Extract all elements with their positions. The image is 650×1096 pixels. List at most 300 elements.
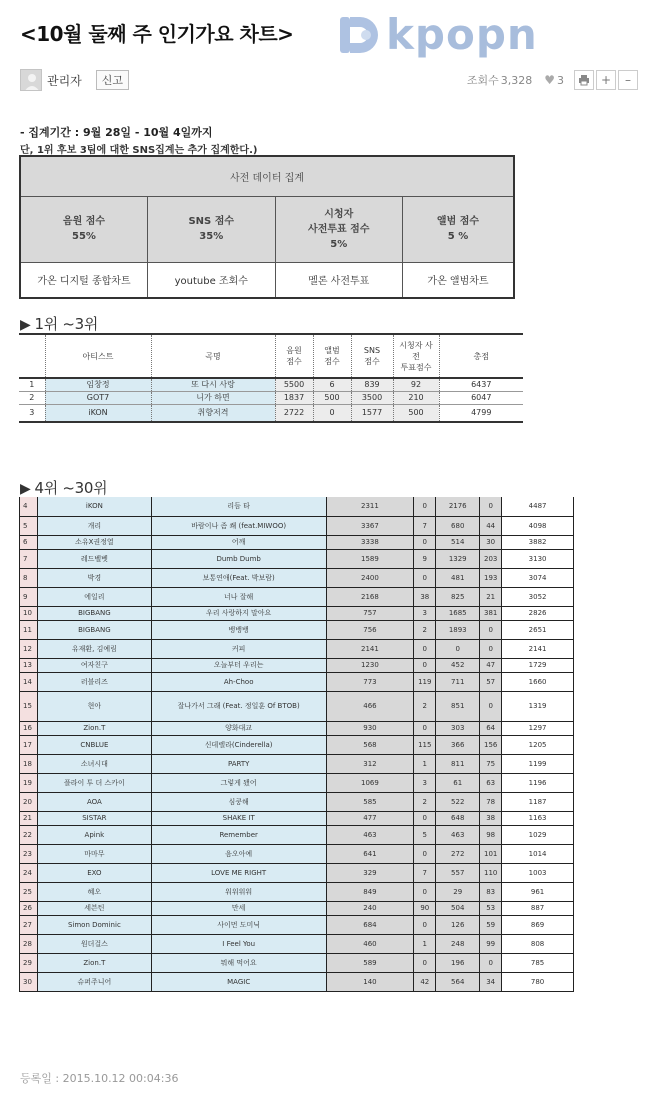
table-cell: 0 bbox=[414, 844, 436, 863]
table-cell: 522 bbox=[436, 792, 480, 811]
column-header: 앨범 점수 bbox=[313, 334, 351, 378]
table-cell: 소유X권정열 bbox=[37, 535, 151, 549]
table-cell: 23 bbox=[20, 844, 38, 863]
table-row bbox=[20, 721, 574, 735]
table-cell: 7 bbox=[414, 863, 436, 882]
table-cell: 3 bbox=[414, 606, 436, 620]
table-cell: 92 bbox=[393, 378, 439, 391]
table-cell: 101 bbox=[480, 844, 502, 863]
table-cell: 15 bbox=[20, 691, 38, 721]
table-cell: 57 bbox=[480, 672, 502, 691]
table-cell: 887 bbox=[502, 901, 574, 915]
table-cell: 312 bbox=[326, 754, 414, 773]
table-cell: Dumb Dumb bbox=[151, 549, 326, 568]
table-cell: 849 bbox=[326, 882, 414, 901]
table-cell: 1014 bbox=[502, 844, 574, 863]
table-cell: 0 bbox=[414, 658, 436, 672]
table-cell: 3338 bbox=[326, 535, 414, 549]
table-cell: 1329 bbox=[436, 549, 480, 568]
table-cell: Simon Dominic bbox=[37, 915, 151, 934]
table-cell: 1187 bbox=[502, 792, 574, 811]
column-header: 시청자 사전 투표점수 bbox=[393, 334, 439, 378]
table-cell: 83 bbox=[480, 882, 502, 901]
table-cell: EXO bbox=[37, 863, 151, 882]
table-cell: 4487 bbox=[502, 497, 574, 516]
table-cell: 레드벨벳 bbox=[37, 549, 151, 568]
table-cell: 466 bbox=[326, 691, 414, 721]
table-cell: 0 bbox=[480, 639, 502, 658]
table-cell: 0 bbox=[414, 811, 436, 825]
table-cell: 3130 bbox=[502, 549, 574, 568]
table-cell: 21 bbox=[480, 587, 502, 606]
table-cell: 5 bbox=[414, 825, 436, 844]
table-cell: 27 bbox=[20, 915, 38, 934]
table-row bbox=[20, 735, 574, 754]
table-row bbox=[20, 811, 574, 825]
table-cell: 119 bbox=[414, 672, 436, 691]
table-cell: 슈퍼주니어 bbox=[37, 972, 151, 991]
table-cell: 너나 잘해 bbox=[151, 587, 326, 606]
column-header: 곡명 bbox=[151, 334, 275, 378]
table-cell: 22 bbox=[20, 825, 38, 844]
table-row bbox=[20, 639, 574, 658]
table-cell: 유재환, 김예림 bbox=[37, 639, 151, 658]
table-cell: 780 bbox=[502, 972, 574, 991]
table-cell: 1319 bbox=[502, 691, 574, 721]
table-cell: 30 bbox=[480, 535, 502, 549]
table-cell: MAGIC bbox=[151, 972, 326, 991]
table-cell: 156 bbox=[480, 735, 502, 754]
table-cell: 463 bbox=[326, 825, 414, 844]
avatar[interactable] bbox=[20, 69, 42, 91]
table-cell: 785 bbox=[502, 953, 574, 972]
table-cell: 0 bbox=[414, 953, 436, 972]
table-cell: 세븐틴 bbox=[37, 901, 151, 915]
table-cell: 366 bbox=[436, 735, 480, 754]
table-cell: 0 bbox=[313, 404, 351, 422]
table-cell: 우리 사랑하지 말아요 bbox=[151, 606, 326, 620]
table-cell: AOA bbox=[37, 792, 151, 811]
section-heading-top3: ▶ 1위 ~3위 bbox=[20, 315, 99, 333]
rank-table bbox=[19, 497, 574, 992]
table-cell: 워워워워 bbox=[151, 882, 326, 901]
table-cell: 115 bbox=[414, 735, 436, 754]
table-cell: 1660 bbox=[502, 672, 574, 691]
table-cell: 2168 bbox=[326, 587, 414, 606]
table-cell: 711 bbox=[436, 672, 480, 691]
table-cell: 193 bbox=[480, 568, 502, 587]
table-cell: 1196 bbox=[502, 773, 574, 792]
table-cell: 3500 bbox=[351, 391, 393, 404]
table-cell: 30 bbox=[20, 972, 38, 991]
table-cell: 7 bbox=[414, 516, 436, 535]
table-cell: 930 bbox=[326, 721, 414, 735]
table-cell: 44 bbox=[480, 516, 502, 535]
table-cell: 1297 bbox=[502, 721, 574, 735]
table-cell: 1205 bbox=[502, 735, 574, 754]
table-cell: BIGBANG bbox=[37, 606, 151, 620]
table-cell: 3074 bbox=[502, 568, 574, 587]
likes-count: 3 bbox=[557, 73, 564, 87]
site-logo[interactable] bbox=[336, 10, 538, 59]
table-cell: LOVE ME RIGHT bbox=[151, 863, 326, 882]
table-cell: 0 bbox=[414, 721, 436, 735]
table-cell: 99 bbox=[480, 934, 502, 953]
table-cell: 2311 bbox=[326, 497, 414, 516]
table-cell: 2651 bbox=[502, 620, 574, 639]
table-cell: 1837 bbox=[275, 391, 313, 404]
table-cell: 13 bbox=[20, 658, 38, 672]
table-cell: GOT7 bbox=[45, 391, 151, 404]
table-cell: 481 bbox=[436, 568, 480, 587]
table-cell: 신데렐라(Cinderella) bbox=[151, 735, 326, 754]
table-cell: 11 bbox=[20, 620, 38, 639]
table-cell: Ah-Choo bbox=[151, 672, 326, 691]
table-row bbox=[20, 568, 574, 587]
table-cell: 839 bbox=[351, 378, 393, 391]
table-cell: 514 bbox=[436, 535, 480, 549]
column-header bbox=[19, 334, 45, 378]
table-cell: 에일리 bbox=[37, 587, 151, 606]
table-cell: 7 bbox=[20, 549, 38, 568]
table-cell: iKON bbox=[45, 404, 151, 422]
table-cell: 641 bbox=[326, 844, 414, 863]
table-row bbox=[20, 825, 574, 844]
report-button[interactable]: 신고 bbox=[96, 70, 129, 90]
aggregation-note: 단, 1위 후보 3팀에 대한 SNS집계는 추가 집계한다.) bbox=[20, 145, 258, 156]
prelim-table-header: 사전 데이터 집계 bbox=[20, 156, 514, 196]
table-cell: 1589 bbox=[326, 549, 414, 568]
table-cell: 임창정 bbox=[45, 378, 151, 391]
score-weight-cell: 앨범 점수 5 % bbox=[402, 196, 514, 262]
table-cell: 6437 bbox=[439, 378, 523, 391]
table-cell: 460 bbox=[326, 934, 414, 953]
table-row bbox=[20, 953, 574, 972]
column-header: 총점 bbox=[439, 334, 523, 378]
table-cell: 혜오 bbox=[37, 882, 151, 901]
print-icon[interactable] bbox=[574, 70, 594, 90]
table-cell: 17 bbox=[20, 735, 38, 754]
aggregation-period: - 집계기간 : 9월 28일 - 10월 4일까지 bbox=[20, 126, 213, 139]
table-cell: 2400 bbox=[326, 568, 414, 587]
table-cell: 329 bbox=[326, 863, 414, 882]
table-cell: 381 bbox=[480, 606, 502, 620]
table-cell: 38 bbox=[480, 811, 502, 825]
table-cell: 1 bbox=[414, 754, 436, 773]
table-cell: 6047 bbox=[439, 391, 523, 404]
table-cell: I Feel You bbox=[151, 934, 326, 953]
table-cell: 25 bbox=[20, 882, 38, 901]
table-row bbox=[19, 404, 523, 422]
table-cell: 648 bbox=[436, 811, 480, 825]
table-cell: 500 bbox=[393, 404, 439, 422]
table-cell: 564 bbox=[436, 972, 480, 991]
score-source-cell: youtube 조회수 bbox=[147, 262, 275, 298]
table-row bbox=[20, 516, 574, 535]
table-cell: 1029 bbox=[502, 825, 574, 844]
table-cell: 90 bbox=[414, 901, 436, 915]
table-row bbox=[20, 844, 574, 863]
table-cell: Remember bbox=[151, 825, 326, 844]
table-cell: 3367 bbox=[326, 516, 414, 535]
table-cell: 그렇게 됐어 bbox=[151, 773, 326, 792]
table-cell: 6 bbox=[313, 378, 351, 391]
table-cell: BIGBANG bbox=[37, 620, 151, 639]
table-cell: 1 bbox=[414, 934, 436, 953]
table-cell: 4 bbox=[20, 497, 38, 516]
table-cell: 63 bbox=[480, 773, 502, 792]
table-cell: 75 bbox=[480, 754, 502, 773]
table-cell: 소녀시대 bbox=[37, 754, 151, 773]
table-cell: 78 bbox=[480, 792, 502, 811]
table-cell: 2722 bbox=[275, 404, 313, 422]
table-cell: 10 bbox=[20, 606, 38, 620]
views-count: 3,328 bbox=[500, 73, 533, 87]
views-label: 조회수 bbox=[466, 74, 499, 87]
table-cell: 19 bbox=[20, 773, 38, 792]
table-cell: 825 bbox=[436, 587, 480, 606]
table-cell: 53 bbox=[480, 901, 502, 915]
table-cell: 210 bbox=[393, 391, 439, 404]
table-row bbox=[20, 658, 574, 672]
table-cell: 38 bbox=[414, 587, 436, 606]
table-cell: 0 bbox=[480, 620, 502, 639]
table-row bbox=[20, 497, 574, 516]
table-row bbox=[19, 391, 523, 404]
table-cell: 140 bbox=[326, 972, 414, 991]
table-cell: 리듬 타 bbox=[151, 497, 326, 516]
table-cell: 585 bbox=[326, 792, 414, 811]
table-cell: 뭐해 먹어요 bbox=[151, 953, 326, 972]
table-cell: 47 bbox=[480, 658, 502, 672]
score-weight-cell: 음원 점수 55% bbox=[20, 196, 147, 262]
table-cell: 0 bbox=[414, 915, 436, 934]
table-row bbox=[20, 535, 574, 549]
score-weight-cell: 시청자 사전투표 점수 5% bbox=[275, 196, 402, 262]
table-cell: 5 bbox=[20, 516, 38, 535]
table-cell: 29 bbox=[436, 882, 480, 901]
table-cell: 바람이나 좀 쐐 (feat.MIWOO) bbox=[151, 516, 326, 535]
score-source-cell: 가온 디지털 종합차트 bbox=[20, 262, 147, 298]
table-cell: 2141 bbox=[502, 639, 574, 658]
table-cell: 59 bbox=[480, 915, 502, 934]
table-cell: PARTY bbox=[151, 754, 326, 773]
column-header: 음원 점수 bbox=[275, 334, 313, 378]
table-cell: 1199 bbox=[502, 754, 574, 773]
table-cell: SHAKE IT bbox=[151, 811, 326, 825]
table-cell: 러블리즈 bbox=[37, 672, 151, 691]
table-cell: 248 bbox=[436, 934, 480, 953]
table-cell: 61 bbox=[436, 773, 480, 792]
table-row bbox=[20, 901, 574, 915]
table-cell: 1230 bbox=[326, 658, 414, 672]
table-cell: 98 bbox=[480, 825, 502, 844]
table-cell: 0 bbox=[414, 497, 436, 516]
table-cell: 34 bbox=[480, 972, 502, 991]
table-cell: 8 bbox=[20, 568, 38, 587]
font-decrease-button[interactable]: – bbox=[618, 70, 638, 90]
table-cell: 5500 bbox=[275, 378, 313, 391]
table-cell: 477 bbox=[326, 811, 414, 825]
table-row bbox=[19, 378, 523, 391]
table-cell: 203 bbox=[480, 549, 502, 568]
table-cell: CNBLUE bbox=[37, 735, 151, 754]
table-cell: 0 bbox=[414, 535, 436, 549]
table-cell: 463 bbox=[436, 825, 480, 844]
triangle-right-icon: ▶ bbox=[20, 317, 31, 333]
table-cell: 680 bbox=[436, 516, 480, 535]
table-cell: 12 bbox=[20, 639, 38, 658]
column-header: SNS 점수 bbox=[351, 334, 393, 378]
column-header: 아티스트 bbox=[45, 334, 151, 378]
table-cell: 커피 bbox=[151, 639, 326, 658]
table-cell: 500 bbox=[313, 391, 351, 404]
table-cell: 29 bbox=[20, 953, 38, 972]
table-cell: 757 bbox=[326, 606, 414, 620]
section-heading-rest: ▶ 4위 ~30위 bbox=[20, 479, 108, 497]
table-cell: 557 bbox=[436, 863, 480, 882]
table-row bbox=[20, 606, 574, 620]
table-cell: 26 bbox=[20, 901, 38, 915]
table-row bbox=[20, 691, 574, 721]
font-increase-button[interactable]: + bbox=[596, 70, 616, 90]
table-cell: 잘나가서 그래 (Feat. 정일훈 Of BTOB) bbox=[151, 691, 326, 721]
table-cell: 811 bbox=[436, 754, 480, 773]
table-cell: Zion.T bbox=[37, 721, 151, 735]
heart-icon[interactable]: ♥ bbox=[544, 73, 555, 87]
table-row bbox=[20, 863, 574, 882]
table-cell: 196 bbox=[436, 953, 480, 972]
table-cell: 9 bbox=[20, 587, 38, 606]
table-cell: 2 bbox=[19, 391, 45, 404]
table-cell: 2176 bbox=[436, 497, 480, 516]
table-cell: 4098 bbox=[502, 516, 574, 535]
table-row bbox=[20, 754, 574, 773]
table-cell: 1893 bbox=[436, 620, 480, 639]
table-row bbox=[20, 934, 574, 953]
table-row bbox=[20, 549, 574, 568]
table-cell: 16 bbox=[20, 721, 38, 735]
table-cell: 1 bbox=[19, 378, 45, 391]
table-cell: 9 bbox=[414, 549, 436, 568]
table-cell: 취향저격 bbox=[151, 404, 275, 422]
table-cell: 사이먼 도미닉 bbox=[151, 915, 326, 934]
table-cell: Zion.T bbox=[37, 953, 151, 972]
table-cell: 플라이 투 더 스카이 bbox=[37, 773, 151, 792]
table-cell: 272 bbox=[436, 844, 480, 863]
table-cell: 1003 bbox=[502, 863, 574, 882]
table-cell: 21 bbox=[20, 811, 38, 825]
table-cell: 2 bbox=[414, 691, 436, 721]
table-cell: 니가 하면 bbox=[151, 391, 275, 404]
table-cell: 42 bbox=[414, 972, 436, 991]
table-cell: Apink bbox=[37, 825, 151, 844]
table-cell: 만세 bbox=[151, 901, 326, 915]
table-cell: 0 bbox=[414, 882, 436, 901]
table-cell: 0 bbox=[436, 639, 480, 658]
table-cell: 240 bbox=[326, 901, 414, 915]
table-cell: 보통연애(Feat. 박보람) bbox=[151, 568, 326, 587]
table-cell: 452 bbox=[436, 658, 480, 672]
table-cell: 0 bbox=[414, 568, 436, 587]
table-row bbox=[20, 882, 574, 901]
table-cell: 양화대교 bbox=[151, 721, 326, 735]
table-cell: 1163 bbox=[502, 811, 574, 825]
table-cell: 여자친구 bbox=[37, 658, 151, 672]
table-cell: 오늘부터 우리는 bbox=[151, 658, 326, 672]
table-cell: 어깨 bbox=[151, 535, 326, 549]
table-cell: 0 bbox=[480, 953, 502, 972]
table-cell: 568 bbox=[326, 735, 414, 754]
table-row bbox=[20, 587, 574, 606]
table-row bbox=[20, 972, 574, 991]
table-cell: 24 bbox=[20, 863, 38, 882]
score-weight-cell: SNS 점수 35% bbox=[147, 196, 275, 262]
registered-date: 등록일 : 2015.10.12 00:04:36 bbox=[20, 1072, 179, 1085]
table-cell: 0 bbox=[414, 639, 436, 658]
table-cell: 684 bbox=[326, 915, 414, 934]
table-cell: 1069 bbox=[326, 773, 414, 792]
score-source-cell: 가온 앨범차트 bbox=[402, 262, 514, 298]
post-meta-bar bbox=[20, 66, 638, 94]
table-cell: 504 bbox=[436, 901, 480, 915]
table-cell: 2826 bbox=[502, 606, 574, 620]
table-cell: 110 bbox=[480, 863, 502, 882]
table-cell: 851 bbox=[436, 691, 480, 721]
table-cell: 773 bbox=[326, 672, 414, 691]
logo-text: kpopn bbox=[386, 10, 538, 59]
score-source-cell: 멜론 사전투표 bbox=[275, 262, 402, 298]
table-cell: 개리 bbox=[37, 516, 151, 535]
table-cell: 현아 bbox=[37, 691, 151, 721]
table-row bbox=[20, 620, 574, 639]
table-cell: 3882 bbox=[502, 535, 574, 549]
table-cell: 756 bbox=[326, 620, 414, 639]
table-cell: 심쿵해 bbox=[151, 792, 326, 811]
table-row bbox=[20, 792, 574, 811]
table-cell: 1685 bbox=[436, 606, 480, 620]
table-row bbox=[20, 672, 574, 691]
author-name[interactable]: 관리자 bbox=[47, 73, 82, 88]
post-stats bbox=[467, 70, 638, 90]
table-cell: 3 bbox=[414, 773, 436, 792]
table-cell: 589 bbox=[326, 953, 414, 972]
table-cell: SISTAR bbox=[37, 811, 151, 825]
table-cell: 28 bbox=[20, 934, 38, 953]
table-row bbox=[20, 915, 574, 934]
table-row bbox=[20, 773, 574, 792]
table-cell: 4799 bbox=[439, 404, 523, 422]
table-cell: 0 bbox=[480, 497, 502, 516]
table-cell: 마마무 bbox=[37, 844, 151, 863]
table-cell: 64 bbox=[480, 721, 502, 735]
table-cell: 303 bbox=[436, 721, 480, 735]
table-cell: 3 bbox=[19, 404, 45, 422]
table-cell: 808 bbox=[502, 934, 574, 953]
table-cell: 또 다시 사랑 bbox=[151, 378, 275, 391]
table-cell: 0 bbox=[480, 691, 502, 721]
table-cell: 18 bbox=[20, 754, 38, 773]
table-cell: 961 bbox=[502, 882, 574, 901]
table-cell: 원더걸스 bbox=[37, 934, 151, 953]
table-cell: 2 bbox=[414, 792, 436, 811]
post-title: <10월 둘째 주 인기가요 차트> bbox=[20, 22, 294, 46]
table-cell: 1729 bbox=[502, 658, 574, 672]
table-cell: 2141 bbox=[326, 639, 414, 658]
table-cell: 14 bbox=[20, 672, 38, 691]
triangle-right-icon: ▶ bbox=[20, 481, 31, 497]
table-cell: 6 bbox=[20, 535, 38, 549]
